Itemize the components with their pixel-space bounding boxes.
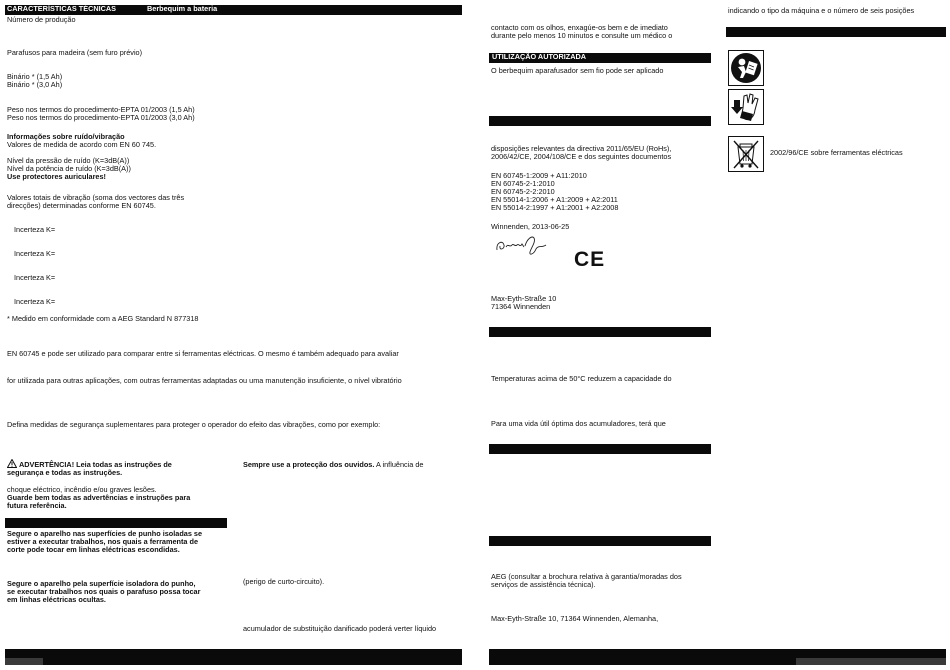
standard-2: EN 60745-2-1:2010 (491, 179, 555, 188)
section-bar-left-1 (5, 518, 227, 528)
authorised-use-header (489, 53, 711, 63)
hold-surface-line2: se executar trabalhos nos quais o parafuso possa tocar (7, 587, 201, 596)
wear-gloves-icon (728, 89, 764, 125)
authorised-use-title: UTILIZAÇÃO AUTORIZADA (492, 52, 587, 61)
keep-instructions-line1: Guarde bem todas as advertências e instruções para (7, 493, 191, 502)
warning-line2: segurança e todas as instruções. (7, 468, 123, 477)
section-bar-middle-3 (489, 444, 711, 454)
weee-directive-text: 2002/96/CE sobre ferramentas eléctricas (770, 148, 903, 157)
footer-page-block-right (796, 658, 946, 665)
ear-protection-paragraph (243, 461, 423, 469)
temperature-text: Temperaturas acima de 50°C reduzem a capacidade do (491, 374, 672, 383)
footer-page-block-left (5, 658, 43, 665)
technical-data-header (5, 5, 462, 15)
drill-use-text: O berbequim aparafusador sem fio pode ser aplicado (491, 66, 664, 75)
weight-30-label: Peso nos termos do procedimento-EPTA 01/2003 (3,0 Ah) (7, 113, 195, 122)
address-line1: Max-Eyth-Straße 10 (491, 294, 557, 303)
ear-protection-bold: Sempre use a protecção dos ouvidos. (243, 460, 375, 469)
other-uses-paragraph: for utilizada para outras aplicações, com outras ferramentas adaptadas ou uma manutenção insuficiente, o nível vibratório (7, 376, 402, 385)
section-bar-middle-1 (489, 116, 711, 126)
standard-1: EN 60745-1:2009 + A11:2010 (491, 171, 587, 180)
wood-screws-label: Parafusos para madeira (sem furo prévio) (7, 48, 143, 57)
battery-leak-text: acumulador de substituição danificado poderá verter líquido (243, 624, 437, 633)
short-circuit-text: (perigo de curto-circuito). (243, 577, 325, 586)
uncertainty-label-1: Incerteza K= (14, 225, 56, 234)
aeg-warranty-line1: AEG (consultar a brochura relativa à garantia/moradas dos (491, 572, 682, 581)
product-name: Berbequim a bateria (147, 4, 218, 13)
hold-insulated-line2: estiver a executar trabalhos, nos quais a ferramenta de (7, 537, 199, 546)
aeg-warranty-line2: serviços de assistência técnica). (491, 580, 596, 589)
sound-pressure-label: Nível da pressão de ruído (K=3dB(A)) (7, 156, 130, 165)
directives-line2: 2006/42/CE, 2004/108/CE e dos seguintes documentos (491, 152, 672, 161)
en60745-paragraph: EN 60745 e pode ser utilizado para comparar entre si ferramentas eléctricas. O mesmo é também adequado para avaliar (7, 349, 399, 358)
section-bar-middle-2 (489, 327, 711, 337)
keep-instructions-line2: futura referência. (7, 501, 67, 510)
uncertainty-label-4: Incerteza K= (14, 297, 56, 306)
hold-insulated-line3: corte pode tocar em linhas eléctricas escondidas. (7, 545, 180, 554)
vibration-total-line1: Valores totais de vibração (soma dos vectores das três (7, 193, 185, 202)
technical-data-title: CARACTERÍSTICAS TÉCNICAS (7, 4, 117, 13)
crossed-bin-icon (728, 136, 764, 172)
eyes-rinse-line1: contacto com os olhos, enxagúe-os bem e de imediato (491, 23, 668, 32)
directives-line1: disposições relevantes da directiva 2011/65/EU (RoHs), (491, 144, 672, 153)
uncertainty-label-3: Incerteza K= (14, 273, 56, 282)
standard-4: EN 55014-1:2006 + A1:2009 + A2:2011 (491, 195, 618, 204)
address-full: Max-Eyth-Straße 10, 71364 Winnenden, Alemanha, (491, 614, 659, 623)
machine-type-text: indicando o tipo da máquina e o número de seis posições (728, 6, 915, 15)
uncertainty-label-2: Incerteza K= (14, 249, 56, 258)
measured-footnote: * Medido em conformidade com a AEG Standard N 877318 (7, 314, 199, 323)
ear-protection-note: Use protectores auriculares! (7, 172, 106, 181)
electric-shock-text: choque eléctrico, incêndio e/ou graves lesões. (7, 485, 157, 494)
signature-image (494, 232, 550, 260)
noise-vibration-heading: Informações sobre ruído/vibração (7, 132, 125, 141)
footer-bar-left (5, 649, 462, 665)
vibration-total-line2: direcções) determinadas conforme EN 60745. (7, 201, 156, 210)
standard-5: EN 55014-2:1997 + A1:2001 + A2:2008 (491, 203, 619, 212)
place-date: Winnenden, 2013-06-25 (491, 222, 570, 231)
weight-15-label: Peso nos termos do procedimento-EPTA 01/2003 (1,5 Ah) (7, 105, 195, 114)
hold-surface-line3: em linhas eléctricas ocultas. (7, 595, 106, 604)
eyes-rinse-line2: durante pelo menos 10 minutos e consulte um médico o (491, 31, 673, 40)
ce-mark: CE (574, 248, 606, 271)
address-line2: 71364 Winnenden (491, 302, 551, 311)
section-bar-right-1 (726, 27, 946, 37)
sound-power-label: Nível da potência de ruído (K=3dB(A)) (7, 164, 131, 173)
torque-15-label: Binário * (1,5 Ah) (7, 72, 63, 81)
ear-protection-rest: A influência de (374, 460, 424, 469)
read-manual-icon (728, 50, 764, 86)
section-bar-middle-4 (489, 536, 711, 546)
hold-surface-line1: Segure o aparelho pela superfície isoladora do punho, (7, 579, 196, 588)
standard-3: EN 60745-2-2:2010 (491, 187, 555, 196)
noise-values-text: Valores de medida de acordo com EN 60 745. (7, 140, 157, 149)
torque-30-label: Binário * (3,0 Ah) (7, 80, 63, 89)
warning-line1: ADVERTÊNCIA! Leia todas as instruções de (19, 460, 172, 469)
safety-measures-paragraph: Defina medidas de segurança suplementares para proteger o operador do efeito das vibrações, como por exemplo: (7, 420, 381, 429)
battery-life-text: Para uma vida útil óptima dos acumuladores, terá que (491, 419, 666, 428)
hold-insulated-line1: Segure o aparelho nas superfícies de punho isoladas se (7, 529, 203, 538)
production-number-label: Número de produção (7, 15, 76, 24)
